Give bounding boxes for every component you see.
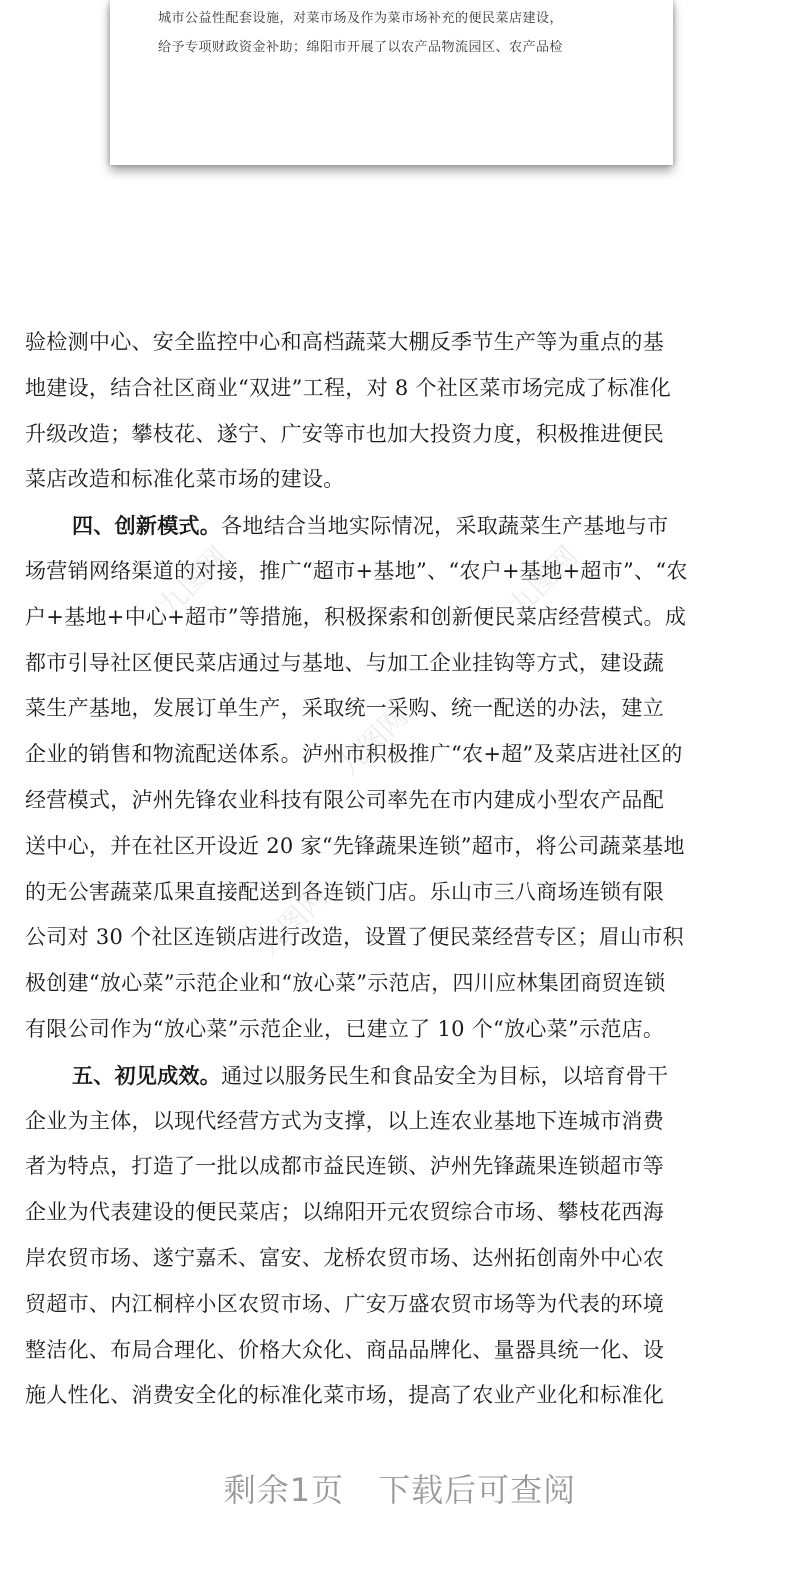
watermark: 九图网 bbox=[151, 539, 235, 623]
text-span: 通过以服务民生和食品安全为目标，以培育骨干 bbox=[221, 1063, 669, 1088]
text-line: 菜生产基地，发展订单生产，采取统一采购、统一配送的办法，建立 bbox=[25, 696, 664, 721]
card-text-line: 给予专项财政资金补助；绵阳市开展了以农产品物流园区、农产品检 bbox=[158, 40, 564, 55]
text-line: 企业的销售和物流配送体系。泸州市积极推广“农+超”及菜店进社区的 bbox=[25, 742, 683, 767]
watermark: 九图网 bbox=[331, 699, 415, 783]
download-to-view-text: 下载后可查阅 bbox=[378, 1471, 577, 1509]
section-five-first-line bbox=[25, 1053, 775, 1099]
text-line: 经营模式，泸州先锋农业科技有限公司率先在市内建成小型农产品配 bbox=[25, 787, 664, 812]
remaining-pages-text: 剩余1页 bbox=[223, 1471, 345, 1509]
text-line: 送中心，并在社区开设近 20 家“先锋蔬果连锁”超市，将公司蔬菜基地 bbox=[25, 833, 685, 858]
text-line: 有限公司作为“放心菜”示范企业，已建立了 10 个“放心菜”示范店。 bbox=[25, 1016, 665, 1041]
watermark: 九图网 bbox=[251, 879, 335, 963]
text-line: 升级改造；攀枝花、遂宁、广安等市也加大投资力度，积极推进便民 bbox=[25, 421, 664, 446]
text-line: 户+基地+中心+超市”等措施，积极探索和创新便民菜店经营模式。成 bbox=[25, 604, 687, 629]
text-line: 企业为代表建设的便民菜店；以绵阳开元农贸综合市场、攀枝花西海 bbox=[25, 1200, 664, 1225]
text-line: 都市引导社区便民菜店通过与基地、与加工企业挂钩等方式，建设蔬 bbox=[25, 650, 664, 675]
watermark: 九图网 bbox=[501, 539, 585, 623]
text-line: 贸超市、内江桐梓小区农贸市场、广安万盛农贸市场等为代表的环境 bbox=[25, 1291, 664, 1316]
section-four-first-line bbox=[25, 503, 775, 549]
previous-page-card bbox=[110, 0, 673, 165]
text-line: 的无公害蔬菜瓜果直接配送到各连锁门店。乐山市三八商场连锁有限 bbox=[25, 879, 664, 904]
text-line: 地建设，结合社区商业“双进”工程，对 8 个社区菜市场完成了标准化 bbox=[25, 375, 672, 400]
text-line: 施人性化、消费安全化的标准化菜市场，提高了农业产业化和标准化 bbox=[25, 1383, 664, 1408]
text-line: 菜店改造和标准化菜市场的建设。 bbox=[25, 467, 345, 492]
card-text-line: 城市公益性配套设施，对菜市场及作为菜市场补充的便民菜店建设， bbox=[158, 11, 564, 26]
section-heading: 四、创新模式。 bbox=[72, 513, 222, 539]
download-prompt-banner[interactable] bbox=[0, 1460, 800, 1520]
text-line: 极创建“放心菜”示范企业和“放心菜”示范店，四川应林集团商贸连锁 bbox=[25, 971, 666, 996]
text-line: 岸农贸市场、遂宁嘉禾、富安、龙桥农贸市场、达州拓创南外中心农 bbox=[25, 1245, 664, 1270]
text-line: 企业为主体，以现代经营方式为支撑，以上连农业基地下连城市消费 bbox=[25, 1108, 664, 1133]
text-span: 各地结合当地实际情况，采取蔬菜生产基地与市 bbox=[221, 514, 669, 539]
text-line: 者为特点，打造了一批以成都市益民连锁、泸州先锋蔬果连锁超市等 bbox=[25, 1154, 664, 1179]
text-line: 验检测中心、安全监控中心和高档蔬菜大棚反季节生产等为重点的基 bbox=[25, 330, 664, 354]
text-line: 场营销网络渠道的对接，推广“超市+基地”、“农户+基地+超市”、“农 bbox=[25, 558, 688, 583]
section-heading: 五、初见成效。 bbox=[72, 1062, 222, 1088]
text-line: 公司对 30 个社区连锁店进行改造，设置了便民菜经营专区；眉山市积 bbox=[25, 925, 684, 950]
text-line: 整洁化、布局合理化、价格大众化、商品品牌化、量器具统一化、设 bbox=[25, 1337, 664, 1362]
document-body bbox=[25, 320, 775, 1419]
